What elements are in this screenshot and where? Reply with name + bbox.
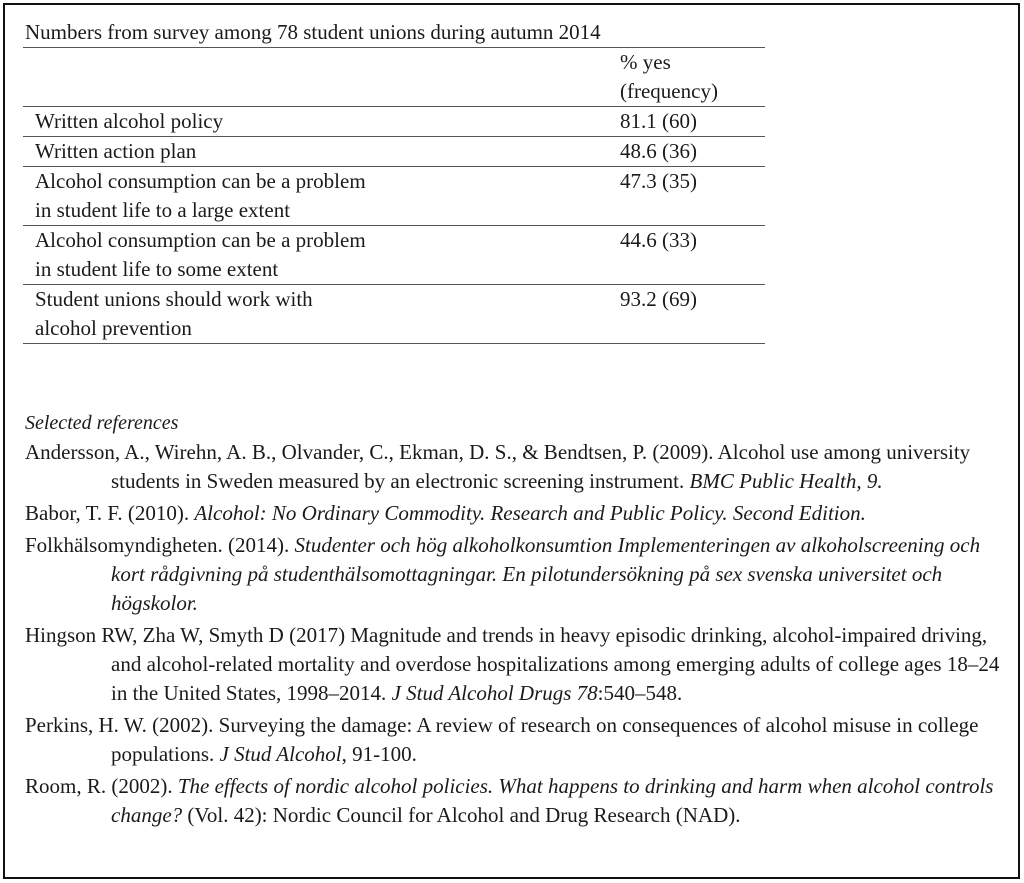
- row-value: 48.6 (36): [603, 137, 765, 167]
- row-label-line1: Student unions should work with: [35, 287, 313, 311]
- table-row: [23, 137, 765, 167]
- reference-tail: , 91-100.: [341, 742, 417, 766]
- reference-item: [23, 711, 1009, 769]
- reference-italic: The effects of nordic alcohol policies. What happens to drinking and harm when alcohol controls change?: [111, 774, 994, 827]
- row-label: [23, 285, 603, 344]
- row-label: [23, 226, 603, 285]
- row-label-line2: alcohol prevention: [35, 316, 192, 340]
- row-value: 47.3 (35): [603, 167, 765, 226]
- reference-text: Folkhälsomyndigheten. (2014).: [25, 533, 295, 557]
- row-value: 93.2 (69): [603, 285, 765, 344]
- row-value: 81.1 (60): [603, 107, 765, 137]
- row-label: Written action plan: [23, 137, 603, 167]
- row-label: [23, 167, 603, 226]
- reference-tail: (Vol. 42): Nordic Council for Alcohol and Drug Research (NAD).: [182, 803, 741, 827]
- reference-italic: BMC Public Health, 9.: [689, 469, 883, 493]
- reference-text: Babor, T. F. (2010).: [25, 501, 195, 525]
- table-row: [23, 167, 765, 226]
- row-label-line1: Alcohol consumption can be a problem: [35, 228, 366, 252]
- table-row: [23, 285, 765, 344]
- reference-text: Perkins, H. W. (2002). Surveying the damage: A review of research on consequences of alcohol misuse in college populations.: [25, 713, 979, 766]
- row-label-line2: in student life to some extent: [35, 257, 279, 281]
- references-heading: Selected references: [25, 412, 179, 434]
- table-row: [23, 107, 765, 137]
- row-label-line2: in student life to a large extent: [35, 198, 291, 222]
- reference-item: [23, 531, 1009, 618]
- reference-item: [23, 621, 1009, 708]
- references-section: [23, 409, 1009, 833]
- row-label: Written alcohol policy: [23, 107, 603, 137]
- reference-italic: J Stud Alcohol: [219, 742, 342, 766]
- row-label-line1: Alcohol consumption can be a problem: [35, 169, 366, 193]
- reference-text: Hingson RW, Zha W, Smyth D (2017) Magnitude and trends in heavy episodic drinking, alcohol-impaired driving, and alcohol-related mortality and overdose hospitalizations among emerging adults of college ages 18–24 in the United States, 1998–2014.: [25, 623, 1000, 705]
- reference-italic: Alcohol: No Ordinary Commodity. Research and Public Policy. Second Edition.: [194, 501, 866, 525]
- table-caption: Numbers from survey among 78 student unions during autumn 2014: [23, 18, 765, 48]
- reference-item: [23, 772, 1009, 830]
- reference-italic: J Stud Alcohol Drugs 78: [391, 681, 598, 705]
- reference-text: Andersson, A., Wirehn, A. B., Olvander, C., Ekman, D. S., & Bendtsen, P. (2009). Alcohol use among university students in Sweden measured by an electronic screening instrument.: [25, 440, 971, 493]
- document-frame: [3, 3, 1020, 879]
- header-label-cell: [23, 48, 603, 107]
- reference-tail: :540–548.: [597, 681, 683, 705]
- table-header-row: [23, 48, 765, 107]
- table-caption-row: [23, 18, 765, 48]
- value-header-line2: (frequency): [620, 79, 718, 103]
- reference-text: Room, R. (2002).: [25, 774, 178, 798]
- value-header-line1: % yes: [620, 50, 671, 74]
- survey-table: [23, 18, 765, 344]
- reference-item: [23, 438, 1009, 496]
- row-value: 44.6 (33): [603, 226, 765, 285]
- reference-italic: Studenter och hög alkoholkonsumtion Implementeringen av alkoholscreening och kort rådgivning på studenthälsomottagningar. En pilotundersökning på sex svenska universitet och högskolor.: [111, 533, 981, 615]
- table-row: [23, 226, 765, 285]
- reference-item: [23, 499, 1009, 528]
- header-value-cell: [603, 48, 765, 107]
